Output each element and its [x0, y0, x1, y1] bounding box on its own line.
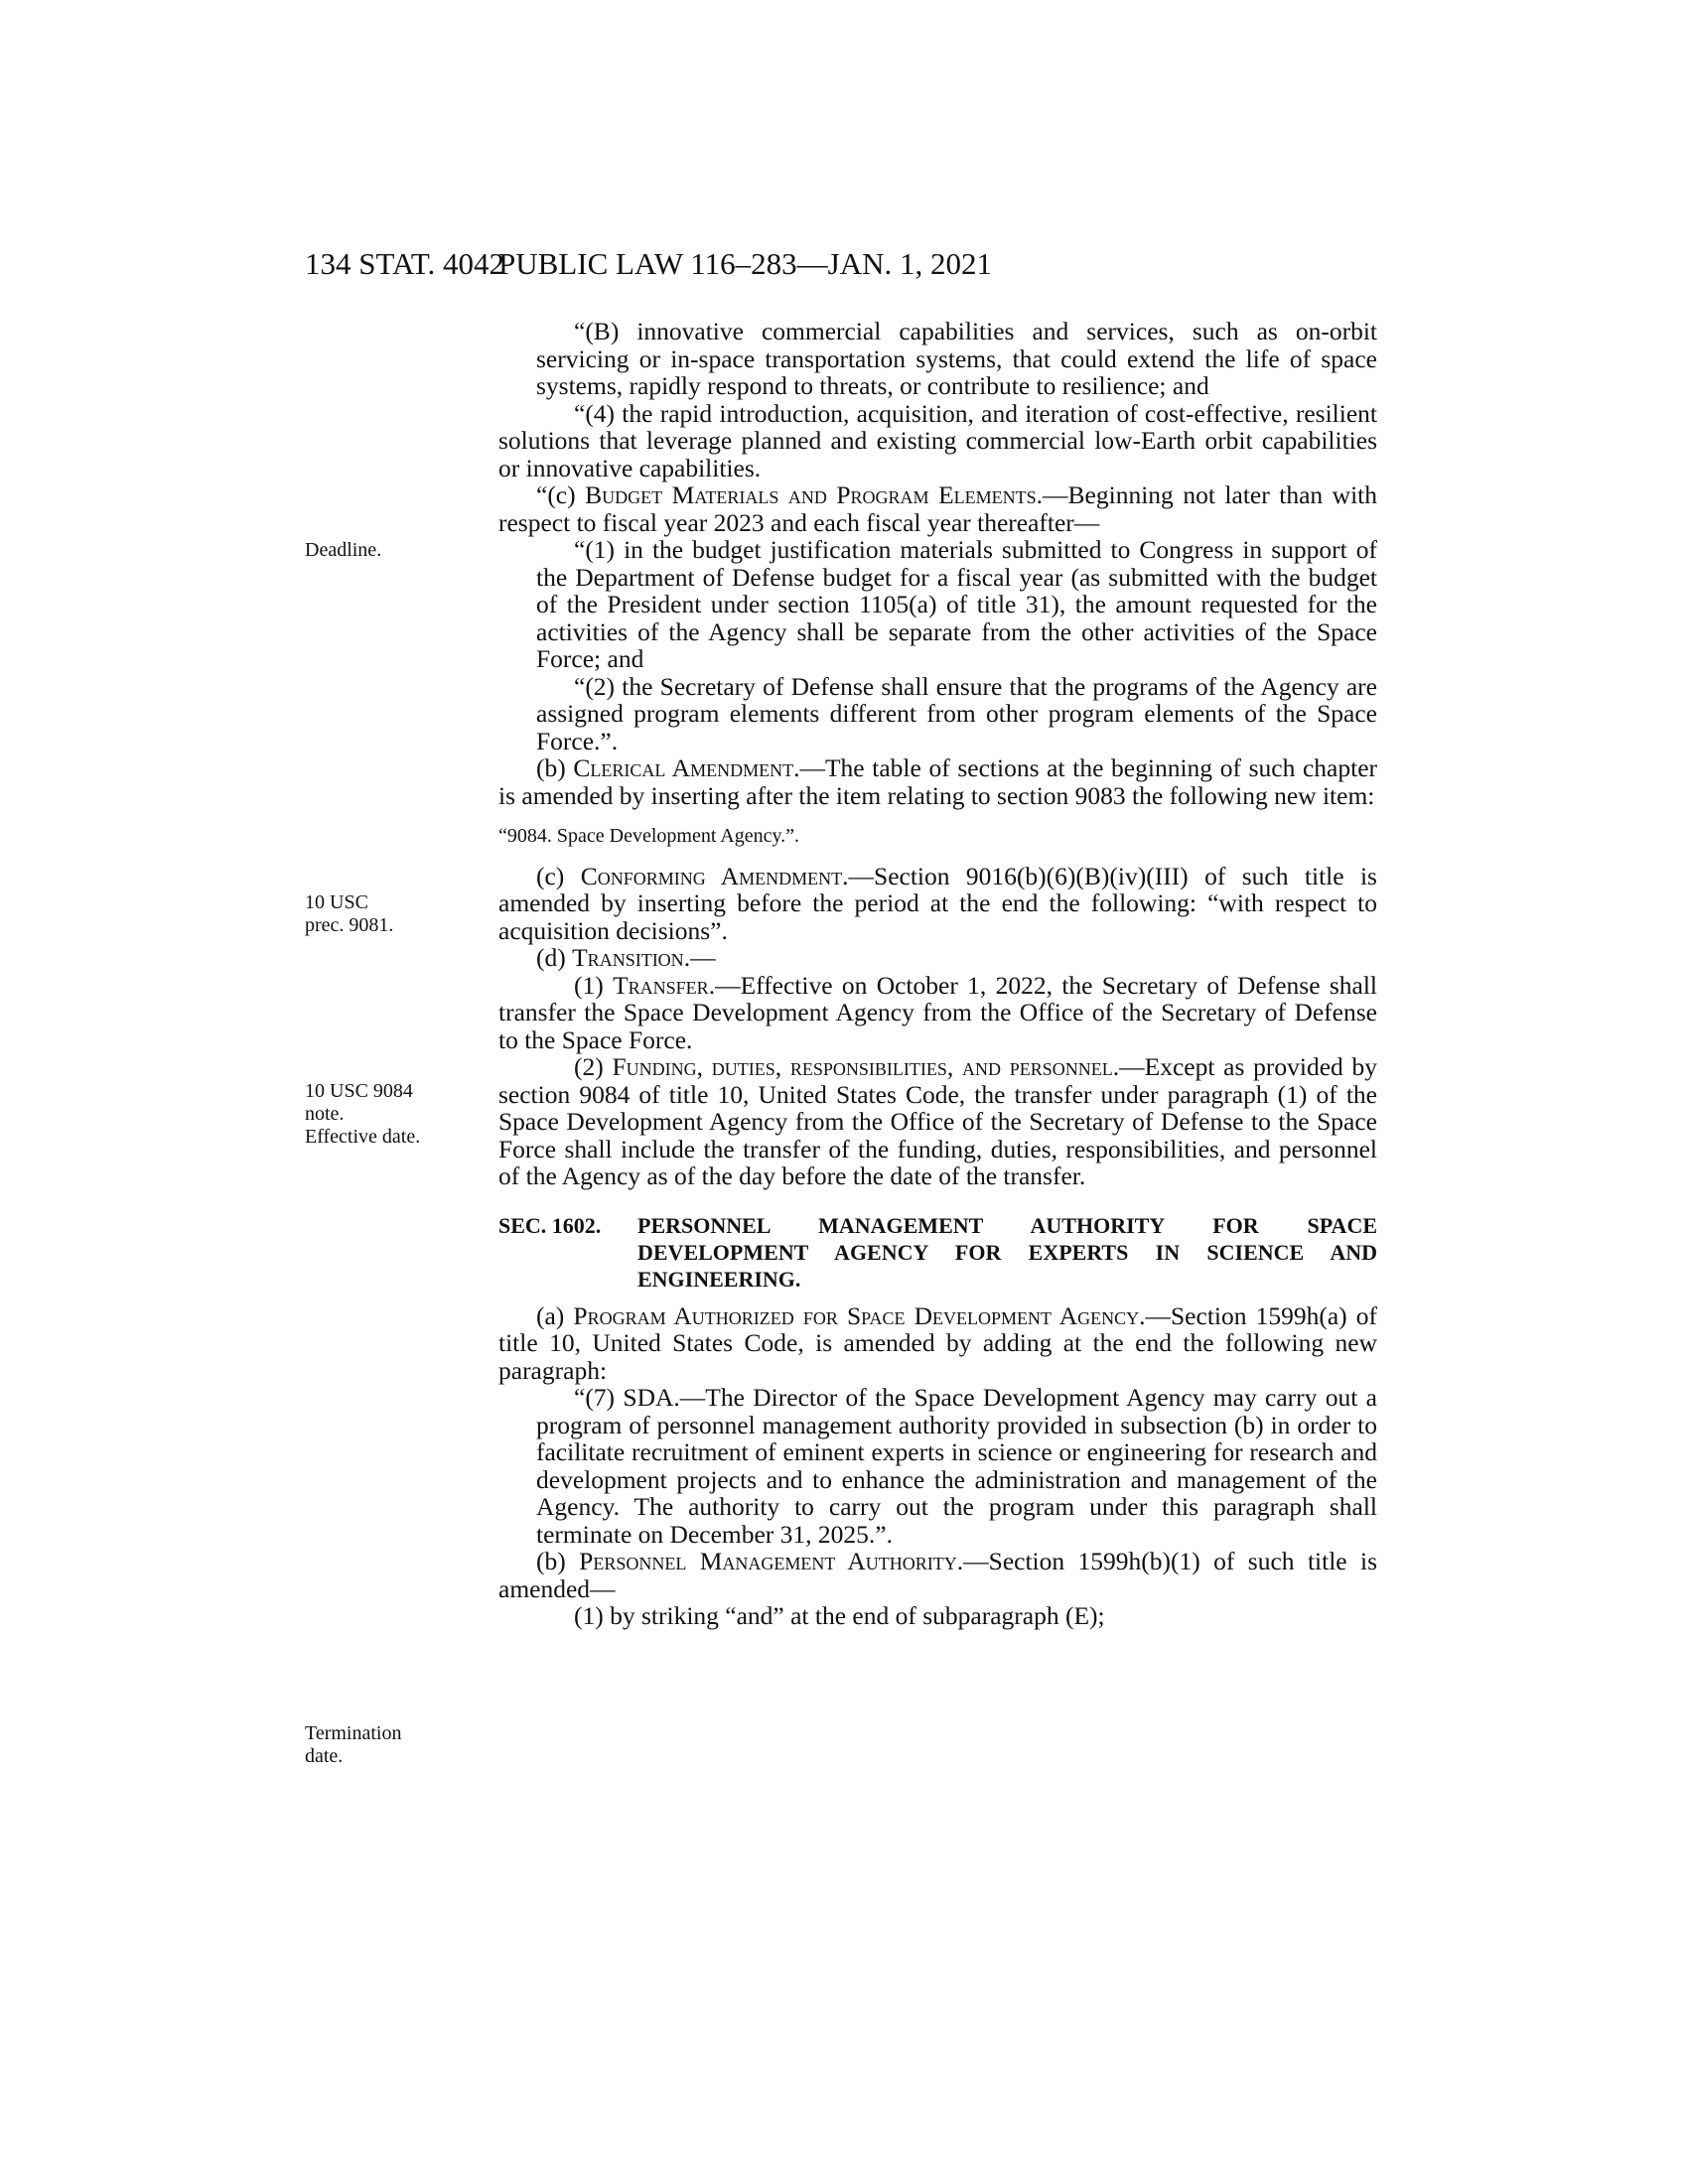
paragraph-b1: (1) by striking “and” at the end of subparagraph (E);	[574, 1601, 1105, 1630]
subsection-b-clerical	[498, 754, 1377, 809]
subsection-heading: Clerical Amendment	[573, 753, 794, 782]
paragraph-heading: Funding, duties, responsibilities, and personnel	[612, 1052, 1113, 1081]
subsection-text: .—Section 1599h(b)(1) of such title is amended—	[498, 1547, 1378, 1603]
subsection-c-conforming	[498, 863, 1377, 945]
subsection-prefix: (b)	[536, 753, 574, 782]
margin-note-line: Effective date.	[305, 1126, 421, 1148]
paragraph-c1: “(1) in the budget justification materials submitted to Congress in support of the Department of Defense budget for a fiscal year (as submitted with the budget of the President under section 1105(a) of title 31), the amount requested for the activities of the Agency shall be separate from the other activities of the Space Force; and	[536, 535, 1377, 673]
subsection-text: .—Section 9016(b)(6)(B)(iv)(III) of such title is amended by inserting before the period at the end the following: “with respect to acquisition decisions”.	[498, 861, 1377, 945]
subsection-b-personnel	[498, 1548, 1377, 1602]
paragraph-7-sda: “(7) SDA.—The Director of the Space Development Agency may carry out a program of personnel management authority provided in subsection (b) in order to facilitate recruitment of eminent experts in science or engineering for research and development projects and to enhance the administration and management of the Agency. The authority to carry out the program under this paragraph shall terminate on December 31, 2025.”.	[536, 1383, 1377, 1549]
subsection-prefix: “(c)	[536, 480, 586, 509]
subsection-heading: Conforming Amendment	[580, 861, 843, 890]
margin-note-text: Deadline.	[305, 539, 382, 561]
subsection-prefix: (c)	[536, 861, 581, 890]
subsection-heading: Personnel Management Authority	[579, 1547, 957, 1575]
page-stat-number: 134 STAT. 4042	[305, 246, 505, 281]
paragraph-d2	[498, 1053, 1377, 1190]
subsection-heading: Transition	[572, 943, 684, 972]
paragraph-prefix: (2)	[574, 1052, 613, 1081]
paragraph-c2: “(2) the Secretary of Defense shall ensure that the programs of the Agency are assigned program elements different from other program elements of the Space Force.”.	[536, 671, 1377, 755]
subsection-heading: Budget Materials and Program Elements	[585, 480, 1037, 509]
subsection-d-transition	[498, 944, 1377, 972]
margin-note-line: 10 USC 9084	[305, 1080, 413, 1102]
subsection-a-program	[498, 1302, 1377, 1385]
paragraph-text: .—Except as provided by section 9084 of title 10, United States Code, the transfer under paragraph (1) of the Space Development Agency from the Office of the Secretary of Defense to the Space Force shall include the transfer of the funding, duties, responsibilities, and personnel of the Agency as of the day before the date of the transfer.	[498, 1052, 1378, 1190]
margin-note-line: prec. 9081.	[305, 914, 394, 936]
margin-note-line: note.	[305, 1103, 345, 1125]
margin-note-line: Termination	[305, 1722, 402, 1744]
margin-note-usc-prec	[305, 891, 454, 937]
table-item: “9084. Space Development Agency.”.	[498, 825, 800, 847]
section-heading	[498, 1212, 1377, 1293]
subsection-heading: Program Authorized for Space Development Agency	[573, 1300, 1140, 1330]
section-title: PERSONNEL MANAGEMENT AUTHORITY FOR SPACE DEVELOPMENT AGENCY FOR EXPERTS IN SCIENCE AND ENGINEERING.	[637, 1212, 1377, 1292]
paragraph-heading: Transfer	[613, 970, 709, 1000]
margin-note-line: 10 USC	[305, 891, 368, 913]
subsection-prefix: (d)	[536, 943, 573, 972]
paragraph-4-rapid: “(4) the rapid introduction, acquisition, and iteration of cost-effective, resilient solutions that leverage planned and existing commercial low-Earth orbit capabilities or innovative capabilities.	[498, 398, 1377, 482]
margin-note-deadline	[305, 539, 454, 562]
paragraph-d1	[498, 972, 1377, 1054]
paragraph-b-innovative: “(B) innovative commercial capabilities and services, such as on-orbit servicing or in-space transportation systems, that could extend the life of space systems, rapidly respond to threats, or contribute to resilience; and	[536, 317, 1377, 400]
margin-note-usc-note	[305, 1080, 454, 1149]
section-number: SEC. 1602.	[498, 1212, 602, 1238]
main-text	[498, 318, 1377, 1630]
subsection-text: .—Section 1599h(a) of title 10, United States Code, is amended by adding at the end the following new paragraph:	[498, 1300, 1377, 1385]
margin-note-line: date.	[305, 1745, 344, 1767]
subsection-prefix: (b)	[536, 1547, 580, 1575]
subsection-text: .—Beginning not later than with respect to fiscal year 2023 and each fiscal year thereafter—	[498, 480, 1377, 537]
subsection-text: .—	[683, 943, 716, 972]
subsection-prefix: (a)	[536, 1300, 574, 1330]
paragraph-text: .—Effective on October 1, 2022, the Secretary of Defense shall transfer the Space Development Agency from the Office of the Secretary of Defense to the Space Force.	[498, 970, 1378, 1054]
paragraph-prefix: (1)	[574, 970, 614, 1000]
running-header: PUBLIC LAW 116–283—JAN. 1, 2021	[498, 246, 992, 281]
subsection-c-budget	[498, 481, 1377, 536]
margin-note-termination	[305, 1722, 454, 1768]
subsection-text: .—The table of sections at the beginning of such chapter is amended by inserting after the item relating to section 9083 the following new item:	[498, 753, 1378, 810]
